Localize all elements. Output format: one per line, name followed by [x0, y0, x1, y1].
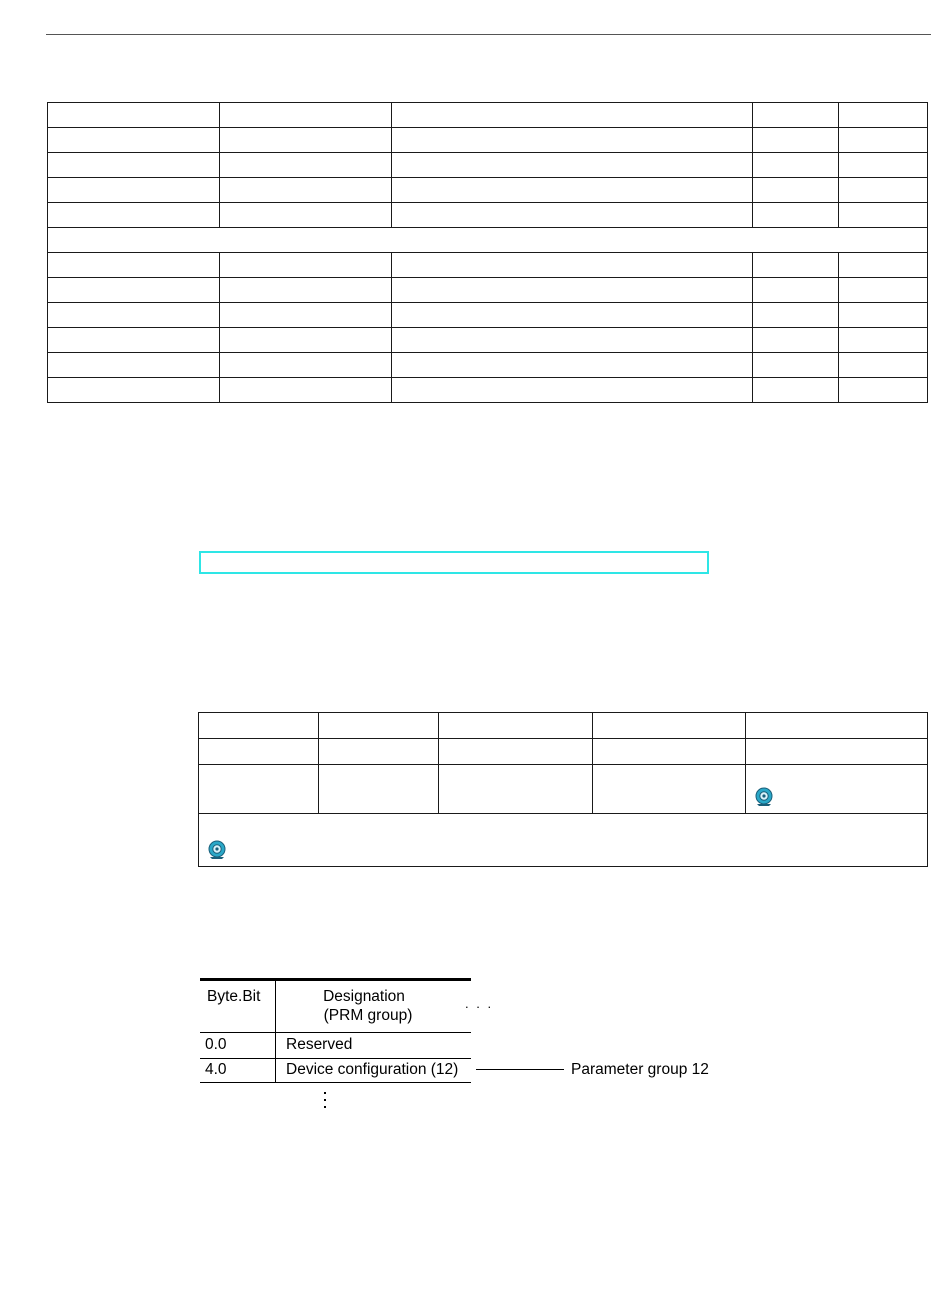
table-row [48, 128, 928, 153]
table-row [48, 203, 928, 228]
page-header-rule [46, 34, 931, 35]
highlight-box [199, 551, 709, 574]
table-row [48, 278, 928, 303]
table-row [48, 153, 928, 178]
header-designation: Designation [323, 988, 405, 1005]
header-byte-bit: Byte.Bit [207, 988, 261, 1005]
table-row [199, 713, 928, 739]
table-note-row [199, 814, 928, 867]
row-designation: Device configuration (12) [286, 1061, 459, 1078]
row-byte-bit: 0.0 [205, 1036, 227, 1053]
diagram-top-bar [200, 978, 471, 981]
callout-connector-line [476, 1069, 564, 1070]
row-separator [200, 1058, 471, 1059]
row-designation: Reserved [286, 1036, 353, 1053]
info-table [198, 712, 928, 867]
table-row [199, 765, 928, 814]
table-section-row [48, 228, 928, 253]
header-separator [200, 1032, 471, 1033]
continuation-vertical-dots [324, 1092, 328, 1113]
table-row [48, 378, 928, 403]
parameter-group-callout: Parameter group 12 [571, 1061, 709, 1078]
table-row [48, 103, 928, 128]
row-byte-bit: 4.0 [205, 1061, 227, 1078]
table-row [48, 178, 928, 203]
header-prm-group: (PRM group) [323, 1007, 413, 1024]
table-row [48, 303, 928, 328]
diagram-bottom-rule [200, 1082, 471, 1083]
parameter-mapping-diagram [200, 978, 760, 1128]
main-data-table [47, 102, 928, 403]
table-row [48, 253, 928, 278]
table-row [199, 739, 928, 765]
table-row [48, 353, 928, 378]
tape-reel-icon[interactable] [754, 787, 774, 807]
table-row [48, 328, 928, 353]
more-columns-ellipsis: . . . [465, 996, 494, 1011]
tape-reel-icon[interactable] [207, 840, 227, 860]
